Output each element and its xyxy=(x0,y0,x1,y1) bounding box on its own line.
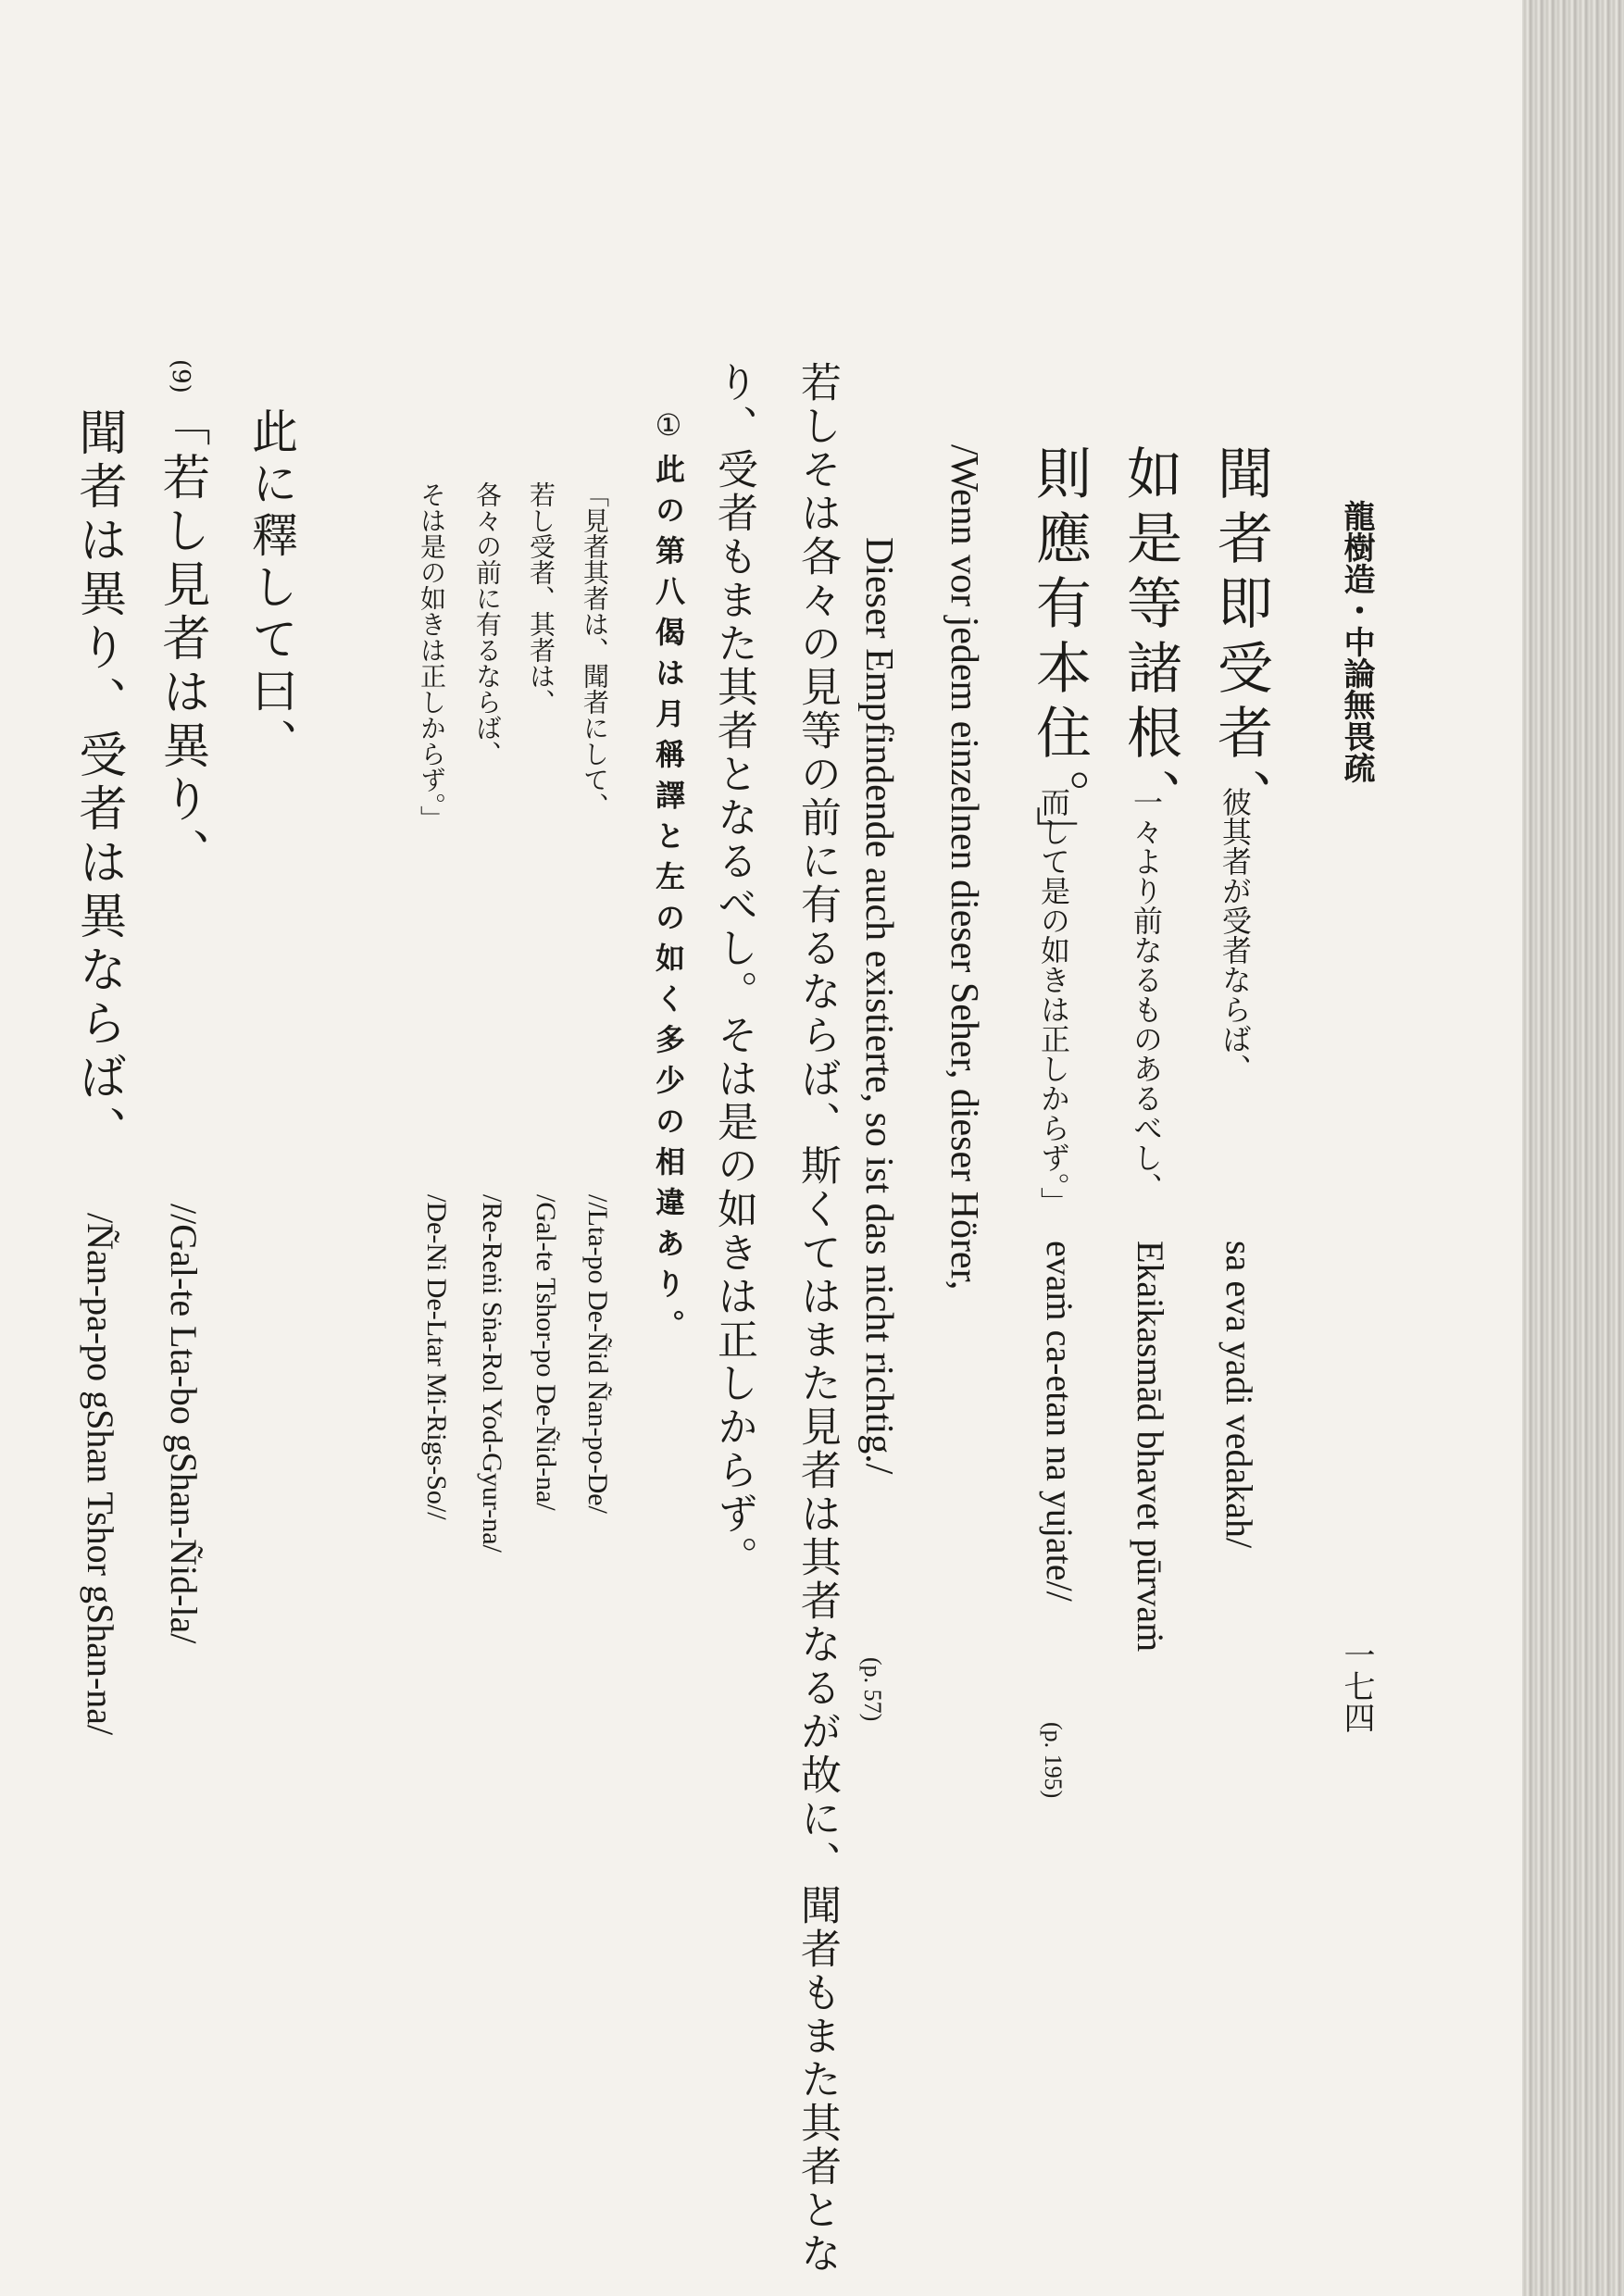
verse1-sanskrit-2: Ekaikasmād bhavet pūrvaṁ xyxy=(1130,1241,1171,1653)
verse2-number: (9) xyxy=(167,359,194,393)
verse2-tibetan-1: //Gal-te Lta-bo gShan-Ñid-la/ xyxy=(163,1204,205,1644)
verse1-gloss-2: 一々より前なるものあるべし、 xyxy=(1129,787,1164,1202)
note-marker: ① xyxy=(651,407,686,443)
verse1-line-3: 則應有本住。」 xyxy=(1027,444,1092,870)
commentary-line-2: り、受者もまた其者となるべし。そは是の如きは正しからず。 xyxy=(710,361,757,1579)
verse1-line-1: 聞者即受者、 xyxy=(1208,444,1273,833)
german-line-1: /Wenn vor jedem einzelnen dieser Seher, dieser Hörer, xyxy=(943,444,985,1291)
verse2-tibetan-2: /Ñan-pa-po gShan Tshor gShan-na/ xyxy=(80,1213,121,1736)
verse1-gloss-1: 彼其者が受者ならば、 xyxy=(1218,787,1253,1083)
explanation-line: 此に釋して曰、 xyxy=(244,407,298,770)
book-binding-shadow xyxy=(1522,0,1624,2296)
verse2-line-1: 「若し見者は異り、 xyxy=(154,398,209,881)
german-ref: (p. 57) xyxy=(859,1657,886,1722)
german-line-2: Dieser Empfindende auch existierte, so ist das nicht richtig./ xyxy=(857,537,900,1475)
note-verse-line-1: 「見者其者は、聞者にして、 xyxy=(580,481,610,818)
note-tibetan-line-4: /De-Ni De-Ltar Mi-Rigs-So// xyxy=(421,1194,452,1520)
page-number: 一七四 xyxy=(1338,1639,1375,1733)
verse1-line-2: 如是等諸根、 xyxy=(1118,444,1182,833)
note-tibetan-line-2: /Gal-te Tshor-po De-Ñid-na/ xyxy=(531,1194,561,1511)
note-verse-line-2: 若し受者、其者は、 xyxy=(526,481,556,715)
verse1-sanskrit-3: evaṁ ca-etan na yujate// xyxy=(1039,1241,1081,1602)
note-tibetan-line-3: /Re-Reṅi Sṅa-Rol Yod-Gyur-na/ xyxy=(477,1194,507,1553)
verse1-gloss-3: 而して是の如きは正しからず。」 xyxy=(1036,787,1071,1217)
verse1-sanskrit-ref: (p. 195) xyxy=(1040,1722,1067,1799)
commentary-line-1: 若しそは各々の見等の前に有るならば、斯くてはまた見者は其者なるが故に、聞者もまた其者とな xyxy=(793,361,841,2276)
note-verse-line-3: 各々の前に有るならば、 xyxy=(472,481,503,767)
note-text: 此の第八偈は月稱譯と左の如く多少の相違あり。 xyxy=(651,454,686,1350)
note-verse-line-4: そは是の如きは正しからず。」 xyxy=(417,481,447,831)
verse2-line-2: 聞者は異り、受者は異ならば、 xyxy=(70,407,126,1159)
verse1-sanskrit-1: sa eva yadi vedakah/ xyxy=(1218,1241,1260,1549)
note-tibetan-line-1: //Lta-po De-Ñid Ñan-po-De/ xyxy=(582,1194,613,1514)
running-title: 龍樹造・中論無畏疏 xyxy=(1338,500,1375,783)
